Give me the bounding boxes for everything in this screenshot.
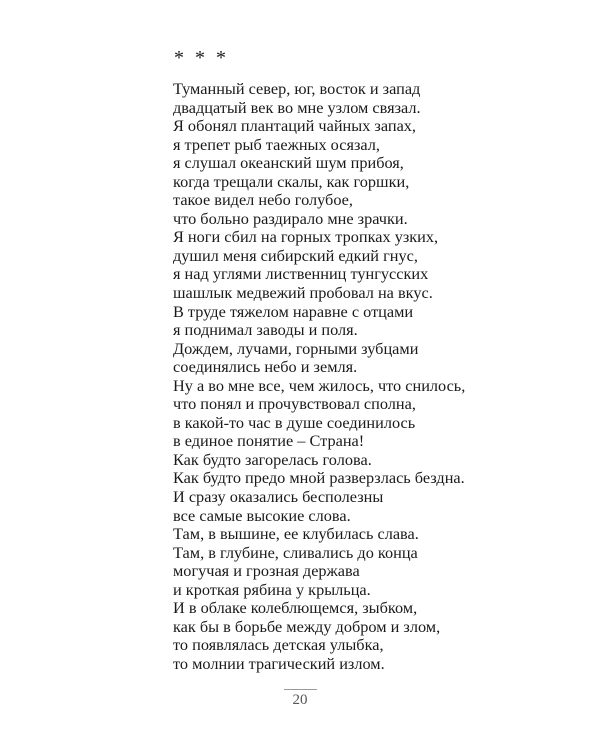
- poem-line: такое видел небо голубое,: [173, 190, 353, 210]
- poem-line: Там, в вышине, ее клубилась слава.: [173, 524, 419, 544]
- poem-line: И в облаке колеблющемся, зыбком,: [173, 598, 418, 618]
- poem-line: Как будто загорелась голова.: [173, 449, 372, 469]
- poem-line: в какой-то час в душе соединилось: [173, 412, 416, 432]
- poem-line: все самые высокие слова.: [173, 505, 351, 525]
- poem-line: и кроткая рябина у крыльца.: [173, 579, 371, 599]
- poem-line: как бы в борьбе между добром и злом,: [173, 616, 441, 636]
- poem-line: что больно раздирало мне зрачки.: [173, 208, 408, 228]
- poem-text: [173, 80, 573, 674]
- poem-line: В труде тяжелом наравне с отцами: [173, 301, 414, 321]
- section-separator: * * *: [174, 47, 229, 69]
- poem-line: соединялись небо и земля.: [173, 357, 358, 377]
- poem-line: шашлык медвежий пробовал на вкус.: [173, 283, 433, 303]
- poem-line: могучая и грозная держава: [173, 561, 360, 581]
- poem-line: я слушал океанский шум прибоя,: [173, 153, 404, 173]
- poem-line: душил меня сибирский едкий гнус,: [173, 245, 418, 265]
- poem-line: И сразу оказались бесполезны: [173, 487, 384, 507]
- poem-line: Туманный север, юг, восток и запад: [173, 79, 421, 98]
- poem-line: я над углями лиственниц тунгусских: [173, 264, 429, 284]
- poem-line: Там, в глубине, сливались до конца: [173, 542, 418, 562]
- poem-line: Дождем, лучами, горными зубцами: [173, 338, 419, 358]
- poem-line: Я ноги сбил на горных тропках узких,: [173, 227, 439, 247]
- poem-line: я трепет рыб таежных осязал,: [173, 134, 380, 154]
- poem-line: двадцатый век во мне узлом связал.: [173, 97, 421, 117]
- poem-line: что понял и прочувствовал сполна,: [173, 394, 416, 414]
- poem-line: то появлялась детская улыбка,: [173, 635, 384, 655]
- poem-line: Ну а во мне все, чем жилось, что снилось,: [173, 375, 466, 395]
- poem-line: когда трещали скалы, как горшки,: [173, 171, 410, 191]
- poem-line: в единое понятие – Страна!: [173, 431, 365, 451]
- page-number: 20: [292, 692, 308, 708]
- poem-line: я поднимал заводы и поля.: [173, 320, 358, 340]
- poem-line: Я обонял плантаций чайных запах,: [173, 116, 417, 136]
- poem-line: то молнии трагический излом.: [173, 653, 385, 673]
- poem-line: Как будто предо мной разверзлась бездна.: [173, 468, 465, 488]
